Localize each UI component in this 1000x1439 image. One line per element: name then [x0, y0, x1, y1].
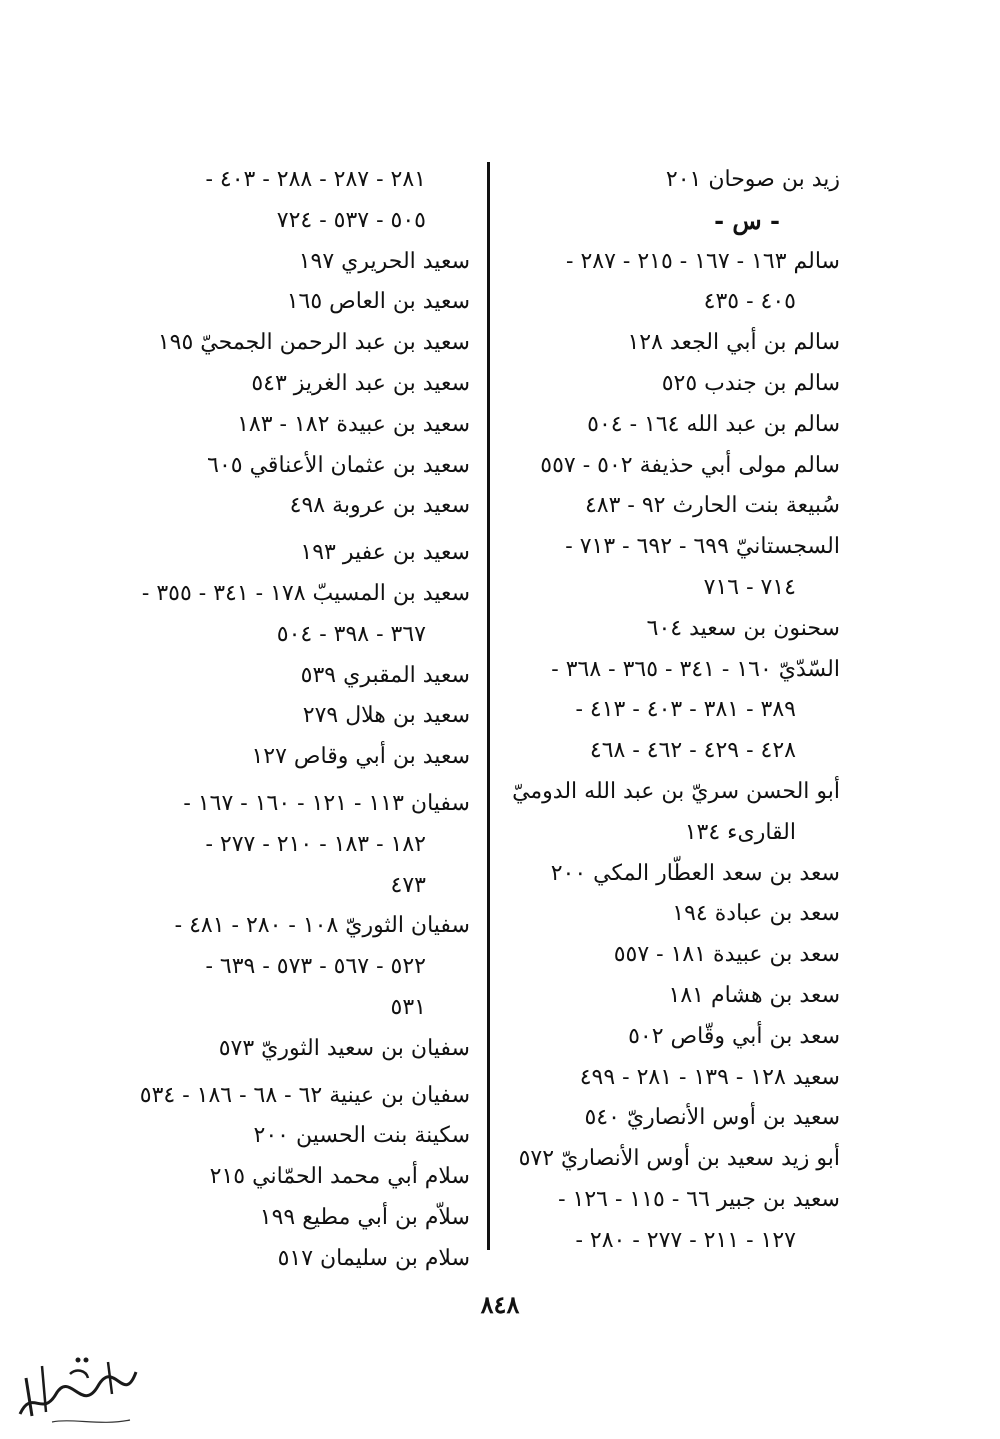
column-divider	[487, 162, 490, 1250]
index-column-left	[70, 160, 470, 1280]
index-entry: سفيان بن سعيد الثوريّ ٥٧٣	[218, 1035, 470, 1061]
index-column-right	[510, 160, 840, 1262]
page-number: ٨٤٨	[480, 1290, 520, 1319]
index-entry: زيد بن صوحان ٢٠١	[665, 167, 840, 192]
index-entry: سعيد بن أبي وقاص ١٢٧	[251, 744, 470, 770]
index-entry: سعيد بن عثمان الأعناقي ٦٠٥	[207, 452, 470, 478]
index-entry: سالم بن عبد الله ١٦٤ - ٥٠٤	[587, 411, 840, 437]
index-entry: سعد بن هشام ١٨١	[668, 982, 840, 1008]
index-entry: سعد بن سعد العطّار المكي ٢٠٠	[550, 860, 840, 886]
section-letter-heading: - س -	[714, 205, 780, 235]
index-entry: ٤٧٣	[390, 872, 426, 898]
index-entry: ١٢٧ - ٢١١ - ٢٧٧ - ٢٨٠ -	[575, 1227, 796, 1253]
calligraphy-stamp	[12, 1348, 142, 1430]
index-entry: ٣٨٩ - ٣٨١ - ٤٠٣ - ٤١٣ -	[575, 697, 796, 723]
index-entry: سعيد بن جبير ٦٦ - ١١٥ - ١٢٦ -	[558, 1186, 840, 1212]
index-entry: سعد بن أبي وقّاص ٥٠٢	[628, 1023, 840, 1049]
index-entry: سعيد الحريري ١٩٧	[298, 248, 470, 274]
index-entry: ٢٨١ - ٢٨٧ - ٢٨٨ - ٤٠٣ -	[205, 167, 426, 192]
index-entry: ٧١٤ - ٧١٦	[703, 574, 796, 600]
index-entry: سعيد بن عروبة ٤٩٨	[289, 493, 470, 519]
index-entry: سلاّم بن أبي مطيع ١٩٩	[259, 1204, 470, 1230]
index-entry: سعد بن عبيدة ١٨١ - ٥٥٧	[613, 942, 840, 968]
index-entry: السّدّيّ ١٦٠ - ٣٤١ - ٣٦٥ - ٣٦٨ -	[551, 656, 840, 682]
index-entry: سعد بن عبادة ١٩٤	[672, 901, 840, 927]
index-entry: سعيد بن عفير ١٩٣	[300, 540, 470, 566]
index-entry: سالم بن جندب ٥٢٥	[661, 370, 840, 396]
index-entry: سالم مولى أبي حذيفة ٥٠٢ - ٥٥٧	[540, 452, 840, 478]
index-entry: القارىء ١٣٤	[684, 819, 796, 845]
index-entry: أبو زيد سعيد بن أوس الأنصاريّ ٥٧٢	[518, 1146, 840, 1172]
index-entry: ٥٢٢ - ٥٦٧ - ٥٧٣ - ٦٣٩ -	[205, 954, 426, 980]
index-entry: سعيد بن هلال ٢٧٩	[302, 703, 470, 729]
index-entry: ٣٦٧ - ٣٩٨ - ٥٠٤	[276, 621, 426, 647]
index-entry: سفيان ١١٣ - ١٢١ - ١٦٠ - ١٦٧ -	[183, 790, 470, 816]
index-entry: سعيد بن المسيبّ ١٧٨ - ٣٤١ - ٣٥٥ -	[141, 580, 470, 606]
index-entry: سلام بن سليمان ٥١٧	[277, 1245, 470, 1271]
index-entry: سعيد بن عبد الغريز ٥٤٣	[251, 370, 470, 396]
index-entry: سعيد بن أوس الأنصاريّ ٥٤٠	[584, 1105, 840, 1131]
index-entry: سلام أبي محمد الحمّاني ٢١٥	[209, 1164, 470, 1190]
index-entry: السجستانيّ ٦٩٩ - ٦٩٢ - ٧١٣ -	[565, 534, 840, 560]
index-entry: أبو الحسن سريّ بن عبد الله الدوميّ	[512, 778, 840, 804]
index-entry: ٤٠٥ - ٤٣٥	[703, 289, 796, 315]
index-entry: سعيد المقبري ٥٣٩	[300, 662, 470, 688]
index-entry: سفيان الثوريّ ١٠٨ - ٢٨٠ - ٤٨١ -	[174, 913, 470, 939]
index-entry: سعيد بن عبد الرحمن الجمحيّ ١٩٥	[157, 330, 470, 356]
index-entry: ٤٢٨ - ٤٢٩ - ٤٦٢ - ٤٦٨	[589, 738, 796, 764]
index-entry: ٥٣١	[390, 994, 426, 1020]
index-entry: سكينة بنت الحسين ٢٠٠	[253, 1123, 470, 1149]
index-entry: سعيد بن عبيدة ١٨٢ - ١٨٣	[237, 411, 470, 437]
index-entry: سالم بن أبي الجعد ١٢٨	[627, 330, 840, 356]
index-entry: سحنون بن سعيد ٦٠٤	[646, 615, 840, 641]
index-entry: سالم ١٦٣ - ١٦٧ - ٢١٥ - ٢٨٧ -	[566, 248, 840, 274]
index-entry: ١٨٢ - ١٨٣ - ٢١٠ - ٢٧٧ -	[205, 831, 426, 857]
index-entry: سُبيعة بنت الحارث ٩٢ - ٤٨٣	[584, 493, 840, 519]
index-entry: سعيد بن العاص ١٦٥	[286, 289, 470, 315]
index-entry: سعيد ١٢٨ - ١٣٩ - ٢٨١ - ٤٩٩	[579, 1064, 840, 1090]
index-entry: ٥٠٥ - ٥٣٧ - ٧٢٤	[276, 207, 426, 233]
index-entry: سفيان بن عينية ٦٢ - ٦٨ - ١٨٦ - ٥٣٤	[139, 1082, 470, 1108]
